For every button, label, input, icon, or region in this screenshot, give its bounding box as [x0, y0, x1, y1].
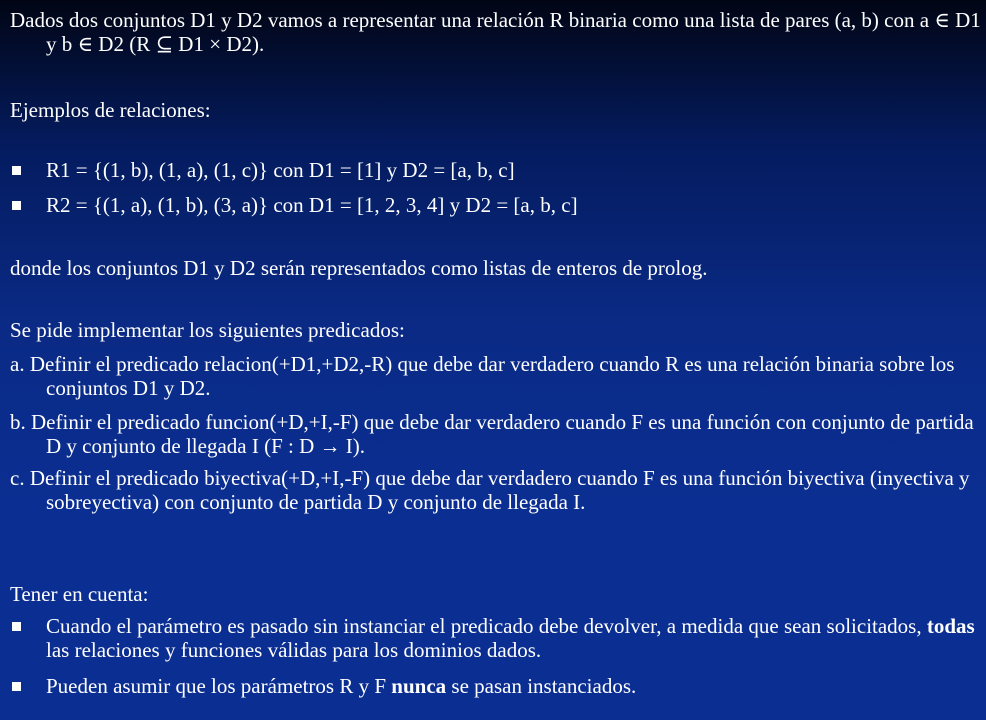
notes-heading: Tener en cuenta: [10, 582, 149, 606]
examples-heading: Ejemplos de relaciones: [10, 98, 211, 122]
note1-after: las relaciones y funciones válidas para los dominios dados. [46, 638, 542, 662]
task-b: b. Definir el predicado funcion(+D,+I,-F) que debe dar verdadero cuando F es una función con conjunto de partida D y conjunto de llegada I (F : D → I). [10, 410, 974, 458]
note-item-2 [10, 674, 986, 698]
note1-before: Cuando el parámetro es pasado sin instanciar el predicado debe devolver, a medida que sean solicitados, [46, 614, 927, 638]
task-heading: Se pide implementar los siguientes predicados: [10, 318, 405, 342]
intro-line-2: de pares (a, b) con a ∈ D1 y b ∈ D2 (R ⊆ D1 × D2). [46, 8, 981, 56]
example-text-r2: R2 = {(1, a), (1, b), (3, a)} con D1 = [1, 2, 3, 4] y D2 = [a, b, c] [46, 193, 578, 217]
sets-note: donde los conjuntos D1 y D2 serán representados como listas de enteros de prolog. [10, 256, 708, 280]
note2-after: se pasan instanciados. [446, 674, 637, 698]
task-c: c. Definir el predicado biyectiva(+D,+I,-F) que debe dar verdadero cuando F es una función biyectiva (inyectiva y sobreyectiva) con conjunto de partida D y conjunto de llegada I. [10, 466, 970, 514]
intro-paragraph [10, 8, 986, 56]
bullet-icon [12, 682, 21, 691]
example-text-r1: R1 = {(1, b), (1, a), (1, c)} con D1 = [1] y D2 = [a, b, c] [46, 158, 515, 182]
example-item-r2 [10, 193, 986, 217]
note1-bold: todas [926, 614, 975, 638]
bullet-icon [12, 622, 21, 631]
note-item-1 [10, 614, 986, 662]
bullet-icon [12, 201, 21, 210]
note2-before: Pueden asumir que los parámetros R y F [46, 674, 392, 698]
example-item-r1 [10, 158, 986, 182]
bullet-icon [12, 166, 21, 175]
task-a: a. Definir el predicado relacion(+D1,+D2,-R) que debe dar verdadero cuando R es una relación binaria sobre los conjuntos D1 y D2. [10, 352, 955, 400]
intro-line-1: Dados dos conjuntos D1 y D2 vamos a representar una relación R binaria como una lista [10, 8, 755, 32]
note2-bold: nunca [391, 674, 447, 698]
